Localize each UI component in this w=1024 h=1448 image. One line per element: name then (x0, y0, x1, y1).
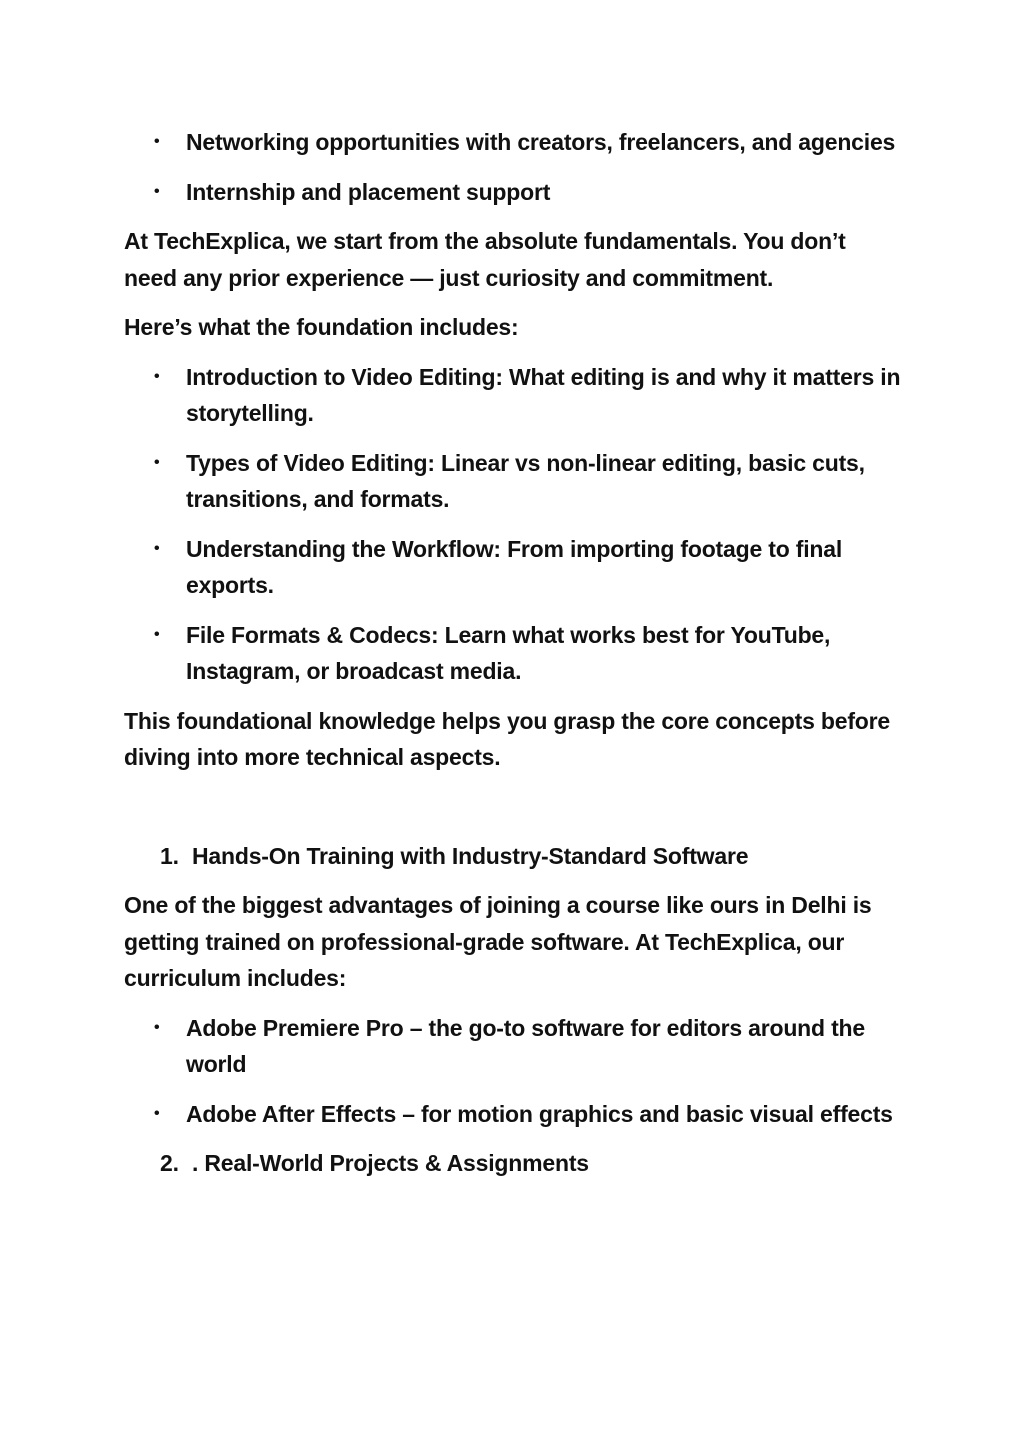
list-item-text: File Formats & Codecs: Learn what works best for YouTube, Instagram, or broadcast media. (186, 621, 831, 684)
list-item-text: Understanding the Workflow: From importing footage to final exports. (186, 535, 843, 598)
bullet-icon: • (154, 1018, 160, 1036)
list-item (124, 1010, 904, 1083)
list-item (124, 359, 904, 432)
bullet-list-benefits (124, 124, 904, 210)
list-item-text: Types of Video Editing: Linear vs non-linear editing, basic cuts, transitions, and formats. (186, 449, 865, 512)
bullet-icon: • (154, 453, 160, 471)
list-item (124, 124, 904, 161)
section-heading-software (124, 838, 904, 875)
paragraph-foundation: Here’s what the foundation includes: (124, 314, 519, 340)
bullet-icon: • (154, 1104, 160, 1122)
bullet-icon: • (154, 625, 160, 643)
heading-number: 2. (160, 1150, 179, 1176)
heading-number: 1. (160, 842, 179, 869)
list-item (124, 617, 904, 690)
list-item (124, 531, 904, 604)
list-item-text: Networking opportunities with creators, freelancers, and agencies (186, 129, 896, 155)
section-gap (124, 789, 904, 838)
bullet-list-foundation (124, 359, 904, 690)
bullet-icon: • (154, 133, 160, 150)
list-item-text: Introduction to Video Editing: What editing is and why it matters in storytelling. (186, 363, 901, 426)
list-item-text: Adobe After Effects – for motion graphics and basic visual effects (186, 1100, 893, 1127)
paragraph-knowledge: This foundational knowledge helps you grasp the core concepts before diving into more technical aspects. (124, 707, 890, 770)
list-item-text: Internship and placement support (186, 178, 551, 205)
bullet-icon: • (154, 367, 160, 385)
list-item (124, 1096, 904, 1133)
page-content (124, 124, 904, 1195)
bullet-list-software (124, 1010, 904, 1133)
paragraph-advantages: One of the biggest advantages of joining a course like ours in Delhi is getting trained on professional-grade software. At TechExplica, our curriculum includes: (124, 892, 872, 991)
list-item (124, 445, 904, 518)
heading-text: . Real-World Projects & Assignments (192, 1150, 589, 1176)
list-item-text: Adobe Premiere Pro – the go-to software for editors around the world (186, 1014, 865, 1077)
paragraph-intro: At TechExplica, we start from the absolute fundamentals. You don’t need any prior experience — just curiosity and commitment. (124, 228, 846, 291)
section-heading-projects (124, 1145, 904, 1182)
bullet-icon: • (154, 182, 160, 200)
heading-text: Hands-On Training with Industry-Standard Software (192, 842, 749, 869)
list-item (124, 174, 904, 211)
bullet-icon: • (154, 539, 160, 557)
